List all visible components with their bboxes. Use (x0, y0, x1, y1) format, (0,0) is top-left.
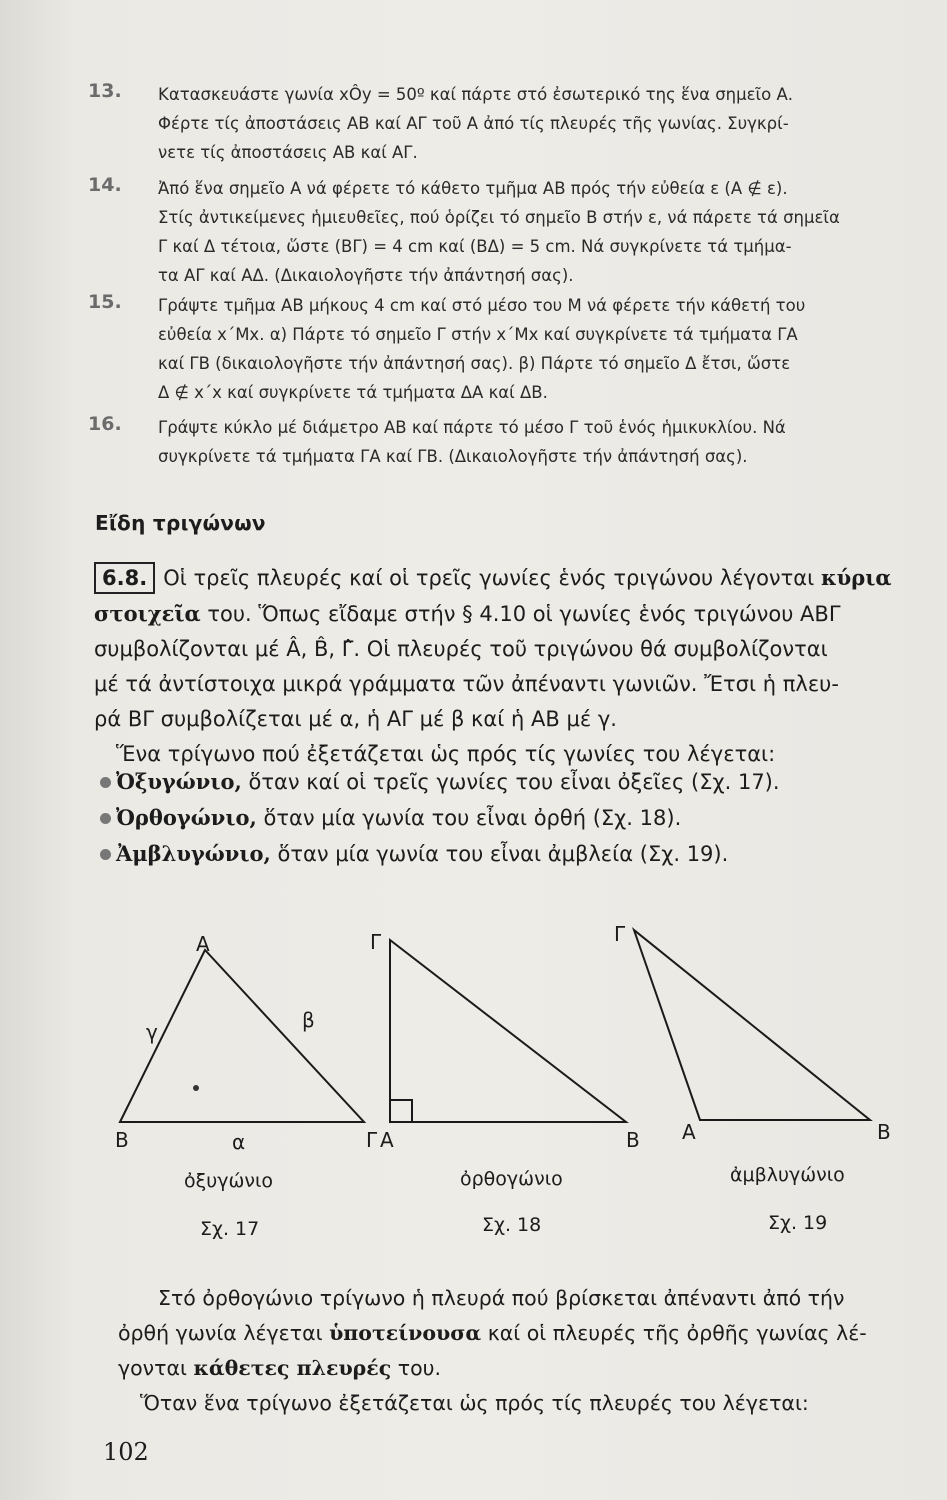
obtuse-triangle (634, 930, 870, 1120)
list-item: Ἀμβλυγώνιο, ὅταν μία γωνία του εἶναι ἀμβλεία (Σχ. 19). (100, 836, 900, 872)
fig17-vertex-A: Α (196, 932, 210, 956)
exercise-text: Γράψτε τμῆμα ΑΒ μήκους 4 cm καί στό μέσο του Μ νά φέρετε τήν κάθετή του εὐθεία x΄Mx. α) Πάρτε τό σημεῖο Γ στήν x΄Mx καί συγκρίνετε τά τμήματα ΓΑ καί ΓΒ (δικαιολογῆστε τήν ἀπάντησή σας). β) Πάρτε τό σημεῖο Δ ἔτσι, ὥστε Δ ∉ x΄x καί συγκρίνετε τά τμήματα ΔΑ καί ΔΒ. (158, 296, 806, 402)
exercise-number: 16. (88, 413, 122, 435)
fig17-side-b: β (302, 1008, 315, 1032)
dot-mark (193, 1085, 199, 1091)
list-item: Ὀρθογώνιο, ὅταν μία γωνία του εἶναι ὀρθή (Σχ. 18). (100, 800, 900, 836)
fig18-caption: Σχ. 18 (482, 1214, 542, 1236)
exercise-text: Γράψτε κύκλο μέ διάμετρο ΑΒ καί πάρτε τό μέσο Γ τοῦ ἑνός ἡμικυκλίου. Νά συγκρίνετε τά τμήματα ΓΑ καί ΓΒ. (Δικαιολογῆστε τήν ἀπάντησή σας). (158, 418, 786, 466)
exercise-text: Κατασκευάστε γωνία xÔy = 50º καί πάρτε στό ἐσωτερικό της ἕνα σημεῖο Α. Φέρτε τίς ἀποστάσεις ΑΒ καί ΑΓ τοῦ Α ἀπό τίς πλευρές τῆς γωνίας. Συγκρί- νετε τίς ἀποστάσεις ΑΒ καί ΑΓ. (158, 85, 794, 162)
exercise-number: 14. (88, 174, 122, 196)
fig17-name: ὀξυγώνιο (184, 1170, 274, 1192)
fig19-caption: Σχ. 19 (768, 1212, 828, 1234)
fig17-caption: Σχ. 17 (200, 1218, 260, 1240)
fig17-side-g: γ (146, 1020, 158, 1044)
term-hypotenuse: ὑποτείνουσα (329, 1321, 482, 1345)
term-stoixeia: στοιχεῖα (94, 601, 201, 626)
paragraph-number: 6.8. (94, 562, 155, 594)
fig17-side-a: α (232, 1130, 246, 1154)
fig18-vertex-G: Γ (370, 930, 382, 954)
fig17-vertex-G: Γ (366, 1128, 378, 1152)
right-angle-mark (390, 1100, 412, 1122)
right-triangle (390, 940, 626, 1122)
page-number: 102 (103, 1438, 149, 1466)
exercise-text: Ἀπό ἕνα σημεῖο Α νά φέρετε τό κάθετο τμῆμα ΑΒ πρός τήν εὐθεία ε (Α ∉ ε). Στίς ἀντικείμενες ἡμιευθεῖες, πού ὁρίζει τό σημεῖο Β στήν ε, νά πάρετε τά σημεῖα Γ καί Δ τέτοια, ὥστε (ΒΓ) = 4 cm καί (ΒΔ) = 5 cm. Νά συγκρίνετε τά τμήμα- τα ΑΓ καί ΑΔ. (Δικαιολογῆστε τήν ἀπάντησή σας). (158, 179, 840, 285)
fig19-name: ἀμβλυγώνιο (730, 1164, 845, 1186)
list-item: Ὀξυγώνιο, ὅταν καί οἱ τρεῖς γωνίες του εἶναι ὀξεῖες (Σχ. 17). (100, 764, 900, 800)
hypotenuse-paragraph: Στό ὀρθογώνιο τρίγωνο ἡ πλευρά πού βρίσκεται ἀπέναντι ἀπό τήν ὀρθή γωνία λέγεται ὑποτείνουσα καί οἱ πλευρές τῆς ὀρθῆς γωνίας λέ- γονται κάθετες πλευρές του. Ὅταν ἕνα τρίγωνο ἐξετάζεται ὡς πρός τίς πλευρές του λέγεται: (118, 1286, 867, 1415)
section-heading: Εἴδη τριγώνων (95, 511, 266, 535)
fig18-name: ὀρθογώνιο (460, 1168, 563, 1190)
exercise-number: 13. (88, 80, 122, 102)
exercise-number: 15. (88, 291, 122, 313)
fig18-vertex-A: Α (380, 1128, 394, 1152)
term-legs: κάθετες πλευρές (193, 1356, 392, 1380)
paragraph-6-8: 6.8. Οἱ τρεῖς πλευρές καί οἱ τρεῖς γωνίες ἑνός τριγώνου λέγονται κύρια στοιχεῖα του. Ὅπως εἴδαμε στήν § 4.10 οἱ γωνίες ἑνός τριγώνου ΑΒΓ συμβολίζονται μέ Â, B̂, Γ̂. Οἱ πλευρές τοῦ τριγώνου θά συμβολίζονται μέ τά ἀντίστοιχα μικρά γράμματα τῶν ἀπέναντι γωνιῶν. Ἔτσι ἡ πλευ- ρά ΒΓ συμβολίζεται μέ α, ἡ ΑΓ μέ β καί ἡ ΑΒ μέ γ. Ἕνα τρίγωνο πού ἐξετάζεται ὡς πρός τίς γωνίες του λέγεται: (94, 560, 924, 772)
fig19-vertex-G: Γ (614, 922, 626, 946)
fig19-vertex-A: Α (682, 1120, 696, 1144)
fig19-vertex-B: Β (877, 1120, 891, 1144)
fig17-vertex-B: Β (115, 1128, 129, 1152)
fig18-vertex-B: Β (626, 1128, 640, 1152)
term-kyria: κύρια (820, 565, 892, 590)
